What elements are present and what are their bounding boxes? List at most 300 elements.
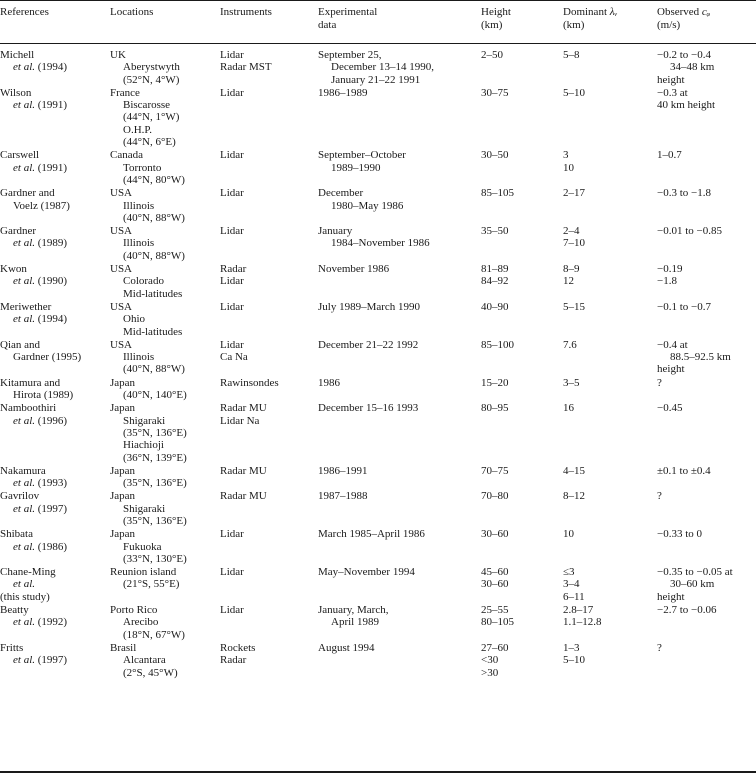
cell-dominant-lambda-line: 3 bbox=[563, 149, 569, 162]
cell-reference-line: Gardner and bbox=[0, 187, 55, 200]
cell-instruments-line: Ca Na bbox=[220, 351, 248, 364]
cell-height-line: 25–55 bbox=[481, 604, 509, 617]
cell-dominant-lambda-line: ≤3 bbox=[563, 566, 575, 579]
cell-observed-cz bbox=[657, 149, 756, 187]
cell-location-line: Shigaraki bbox=[123, 414, 166, 427]
cell-reference bbox=[0, 225, 110, 263]
cell-height bbox=[481, 301, 563, 339]
cell-reference bbox=[0, 87, 110, 149]
cell-observed-cz-line: ? bbox=[657, 376, 662, 389]
cell-experimental-data-line: April 1989 bbox=[331, 616, 379, 629]
cell-observed-cz bbox=[657, 604, 756, 642]
cell-reference bbox=[0, 528, 110, 566]
cell-experimental-data-line: 1986 bbox=[318, 376, 340, 389]
cell-reference-line: Hirota (1989) bbox=[13, 389, 74, 402]
cell-instruments-line: Radar bbox=[220, 654, 247, 667]
et-al-italic: et al. bbox=[13, 477, 35, 490]
cell-height-line: <30 bbox=[481, 654, 499, 667]
cell-reference bbox=[0, 301, 110, 339]
cell-location-line: Ohio bbox=[123, 313, 145, 326]
cell-instruments-line: Lidar bbox=[220, 187, 244, 200]
table-row bbox=[0, 377, 756, 403]
cell-observed-cz-line: −2.7 to −0.06 bbox=[657, 604, 717, 617]
cell-height bbox=[481, 528, 563, 566]
cell-observed-cz bbox=[657, 187, 756, 225]
cell-location-line: (40°N, 140°E) bbox=[123, 389, 187, 402]
cell-experimental-data-line: January, March, bbox=[318, 604, 389, 617]
cell-experimental-data-line: August 1994 bbox=[318, 641, 375, 654]
cell-reference-line: Meriwether bbox=[0, 300, 52, 313]
cell-location-line: Alcantara bbox=[123, 654, 166, 667]
cell-experimental-data bbox=[318, 402, 481, 464]
cell-instruments-line: Lidar bbox=[220, 528, 244, 541]
header-observed-cz: Observed cᵩ (m/s) bbox=[657, 6, 711, 31]
cell-observed-cz bbox=[657, 377, 756, 403]
cell-height bbox=[481, 339, 563, 377]
cell-height bbox=[481, 87, 563, 149]
cell-dominant-lambda bbox=[563, 87, 657, 149]
bottom-rule bbox=[0, 771, 756, 773]
cell-dominant-lambda bbox=[563, 490, 657, 528]
cell-location bbox=[110, 149, 220, 187]
cell-experimental-data bbox=[318, 490, 481, 528]
cell-reference-line: Gavrilov bbox=[0, 490, 40, 503]
table-row bbox=[0, 149, 756, 187]
cell-reference-line: Michell bbox=[0, 49, 35, 61]
cell-location bbox=[110, 187, 220, 225]
cell-height-line: 35–50 bbox=[481, 225, 509, 238]
cell-reference-line: et al. (1993) bbox=[13, 477, 68, 490]
cell-observed-cz-line: −0.4 at bbox=[657, 338, 688, 351]
cell-location-line: (40°N, 88°W) bbox=[123, 211, 185, 224]
cell-location-line: Torronto bbox=[123, 161, 162, 174]
cell-location bbox=[110, 402, 220, 464]
header-references: References bbox=[0, 6, 49, 18]
cell-instruments-line: Lidar bbox=[220, 275, 244, 288]
cell-instruments-line: Lidar bbox=[220, 225, 244, 238]
cell-experimental-data-line: December 13–14 1990, bbox=[331, 61, 434, 74]
cell-observed-cz bbox=[657, 642, 756, 680]
cell-reference-line: et al. (1996) bbox=[13, 414, 68, 427]
cell-experimental-data bbox=[318, 377, 481, 403]
cell-height bbox=[481, 263, 563, 301]
cell-instruments bbox=[220, 642, 318, 680]
cell-height-line: 15–20 bbox=[481, 376, 509, 389]
cell-reference-line: et al. (1990) bbox=[13, 275, 68, 288]
cell-reference-line: et al. (1994) bbox=[13, 61, 68, 74]
cell-experimental-data-line: 1984–November 1986 bbox=[331, 237, 430, 250]
table-row bbox=[0, 528, 756, 566]
cell-location-line: Brasil bbox=[110, 641, 137, 654]
cell-dominant-lambda-line: 10 bbox=[563, 528, 574, 541]
cell-reference bbox=[0, 566, 110, 604]
cell-location-line: Japan bbox=[110, 464, 136, 477]
cell-dominant-lambda bbox=[563, 149, 657, 187]
et-al-italic: et al. bbox=[13, 654, 35, 667]
table-row bbox=[0, 465, 756, 491]
cell-dominant-lambda-line: 1.1–12.8 bbox=[563, 616, 602, 629]
cell-experimental-data bbox=[318, 225, 481, 263]
cell-location-line: Illinois bbox=[123, 237, 155, 250]
cell-location bbox=[110, 263, 220, 301]
header-locations: Locations bbox=[110, 6, 154, 18]
et-al-italic: et al. bbox=[13, 540, 35, 553]
cell-dominant-lambda-line: 16 bbox=[563, 402, 574, 415]
header-dominant-lambda: Dominant λᵥ (km) bbox=[563, 6, 618, 31]
cell-height bbox=[481, 187, 563, 225]
cell-dominant-lambda-line: 4–15 bbox=[563, 464, 585, 477]
et-al-italic: et al. bbox=[13, 578, 35, 591]
cell-location-line: (35°N, 136°E) bbox=[123, 426, 187, 439]
cell-height bbox=[481, 642, 563, 680]
cell-location bbox=[110, 377, 220, 403]
cell-observed-cz bbox=[657, 87, 756, 149]
cell-location-line: USA bbox=[110, 225, 133, 238]
cell-location bbox=[110, 490, 220, 528]
cell-observed-cz bbox=[657, 465, 756, 491]
cell-location bbox=[110, 566, 220, 604]
cell-observed-cz-line: ±0.1 to ±0.4 bbox=[657, 464, 711, 477]
cell-height-line: 70–80 bbox=[481, 490, 509, 503]
cell-reference-line: Chane-Ming bbox=[0, 566, 56, 579]
cell-reference-line: et al. (1986) bbox=[13, 540, 68, 553]
cell-instruments bbox=[220, 225, 318, 263]
cell-height bbox=[481, 465, 563, 491]
cell-reference-line: Shibata bbox=[0, 528, 33, 541]
cell-observed-cz bbox=[657, 528, 756, 566]
et-al-italic: et al. bbox=[13, 237, 35, 250]
cell-height bbox=[481, 149, 563, 187]
cell-reference bbox=[0, 263, 110, 301]
cell-instruments bbox=[220, 377, 318, 403]
cell-experimental-data bbox=[318, 465, 481, 491]
cell-location-line: UK bbox=[110, 49, 126, 61]
cell-experimental-data-line: July 1989–March 1990 bbox=[318, 300, 421, 313]
cell-location-line: O.H.P. bbox=[123, 123, 153, 136]
cell-instruments-line: Lidar Na bbox=[220, 414, 260, 427]
cell-reference-line: Carswell bbox=[0, 149, 40, 162]
cell-observed-cz-line: height bbox=[657, 363, 685, 376]
table-row bbox=[0, 187, 756, 225]
cell-location bbox=[110, 465, 220, 491]
cell-height-line: 30–50 bbox=[481, 149, 509, 162]
cell-instruments-line: Radar MU bbox=[220, 490, 267, 503]
cell-instruments-line: Radar MU bbox=[220, 464, 267, 477]
cell-instruments-line: Rawinsondes bbox=[220, 376, 279, 389]
cell-location-line: Reunion island bbox=[110, 566, 177, 579]
cell-reference-line: Beatty bbox=[0, 604, 29, 617]
cell-dominant-lambda-line: 7–10 bbox=[563, 237, 585, 250]
cell-reference bbox=[0, 339, 110, 377]
cell-height-line: 80–95 bbox=[481, 402, 509, 415]
cell-dominant-lambda-line: 10 bbox=[563, 161, 574, 174]
cell-height-line: 85–100 bbox=[481, 338, 514, 351]
cell-dominant-lambda-line: 8–12 bbox=[563, 490, 585, 503]
et-al-italic: et al. bbox=[13, 61, 35, 74]
cell-height bbox=[481, 402, 563, 464]
cell-location-line: France bbox=[110, 86, 140, 99]
cell-experimental-data-line: 1989–1990 bbox=[331, 161, 381, 174]
cell-location-line: Porto Rico bbox=[110, 604, 158, 617]
cell-location-line: Japan bbox=[110, 376, 136, 389]
cell-reference-line: et al. (1992) bbox=[13, 616, 68, 629]
cell-dominant-lambda bbox=[563, 46, 657, 87]
cell-location bbox=[110, 642, 220, 680]
cell-observed-cz bbox=[657, 46, 756, 87]
cell-experimental-data bbox=[318, 187, 481, 225]
et-al-italic: et al. bbox=[13, 414, 35, 427]
cell-location-line: (40°N, 88°W) bbox=[123, 249, 185, 262]
cell-observed-cz bbox=[657, 339, 756, 377]
table-row bbox=[0, 263, 756, 301]
cell-height bbox=[481, 46, 563, 87]
cell-height-line: 30–60 bbox=[481, 578, 509, 591]
cell-experimental-data-line: December 21–22 1992 bbox=[318, 338, 419, 351]
cell-location bbox=[110, 301, 220, 339]
cell-experimental-data bbox=[318, 87, 481, 149]
cell-instruments bbox=[220, 339, 318, 377]
table-row bbox=[0, 490, 756, 528]
cell-dominant-lambda-line: 3–4 bbox=[563, 578, 580, 591]
et-al-italic: et al. bbox=[13, 502, 35, 515]
cell-reference-line: Gardner (1995) bbox=[13, 351, 82, 364]
cell-instruments-line: Radar bbox=[220, 263, 247, 276]
cell-location-line: (33°N, 130°E) bbox=[123, 552, 187, 565]
cell-observed-cz bbox=[657, 402, 756, 464]
cell-location-line: Aberystwyth bbox=[123, 61, 180, 74]
cell-dominant-lambda-line: 2–17 bbox=[563, 187, 585, 200]
et-al-italic: et al. bbox=[13, 99, 35, 112]
cell-height bbox=[481, 566, 563, 604]
cell-location-line: (44°N, 6°E) bbox=[123, 136, 176, 149]
cell-location-line: Mid-latitudes bbox=[123, 325, 183, 338]
cell-location-line: (52°N, 4°W) bbox=[123, 73, 180, 86]
cell-reference bbox=[0, 465, 110, 491]
table-row bbox=[0, 604, 756, 642]
cell-dominant-lambda-line: 2–4 bbox=[563, 225, 580, 238]
cell-dominant-lambda-line: 5–10 bbox=[563, 654, 585, 667]
cell-observed-cz-line: −0.3 to −1.8 bbox=[657, 187, 711, 200]
cell-dominant-lambda bbox=[563, 604, 657, 642]
cell-observed-cz-line: 30–60 km bbox=[670, 578, 715, 591]
cell-location-line: USA bbox=[110, 300, 133, 313]
cell-observed-cz-line: −0.01 to −0.85 bbox=[657, 225, 722, 238]
cell-reference-line: (this study) bbox=[0, 590, 50, 603]
cell-reference bbox=[0, 604, 110, 642]
cell-experimental-data-line: December 15–16 1993 bbox=[318, 402, 419, 415]
cell-reference-line: Namboothiri bbox=[0, 402, 57, 415]
cell-dominant-lambda bbox=[563, 566, 657, 604]
cell-location-line: (36°N, 139°E) bbox=[123, 451, 187, 464]
cell-experimental-data bbox=[318, 263, 481, 301]
cell-location-line: (44°N, 80°W) bbox=[123, 173, 185, 186]
cell-instruments-line: Lidar bbox=[220, 49, 244, 61]
cell-reference-line bbox=[0, 578, 110, 590]
cell-dominant-lambda bbox=[563, 528, 657, 566]
cell-dominant-lambda-line: 5–10 bbox=[563, 86, 585, 99]
cell-observed-cz-line: height bbox=[657, 73, 685, 86]
cell-location-line: Fukuoka bbox=[123, 540, 162, 553]
cell-instruments-line: Lidar bbox=[220, 604, 244, 617]
cell-instruments-line: Lidar bbox=[220, 86, 244, 99]
header-row bbox=[0, 6, 756, 46]
cell-location-line: USA bbox=[110, 187, 133, 200]
cell-dominant-lambda-line: 7.6 bbox=[563, 338, 577, 351]
cell-height-line: 70–75 bbox=[481, 464, 509, 477]
cell-location bbox=[110, 225, 220, 263]
cell-location-line: Shigaraki bbox=[123, 502, 166, 515]
cell-height-line: 84–92 bbox=[481, 275, 509, 288]
cell-dominant-lambda-line: 5–8 bbox=[563, 49, 580, 61]
cell-instruments-line: Lidar bbox=[220, 300, 244, 313]
cell-dominant-lambda bbox=[563, 402, 657, 464]
cell-location-line: (2°S, 45°W) bbox=[123, 666, 178, 679]
cell-dominant-lambda-line: 5–15 bbox=[563, 300, 585, 313]
cell-location-line: Japan bbox=[110, 490, 136, 503]
et-al-italic: et al. bbox=[13, 161, 35, 174]
cell-observed-cz-line: −0.45 bbox=[657, 402, 683, 415]
table-row bbox=[0, 339, 756, 377]
cell-experimental-data-line: 1980–May 1986 bbox=[331, 199, 404, 212]
cell-location-line: Japan bbox=[110, 528, 136, 541]
cell-location bbox=[110, 528, 220, 566]
cell-observed-cz-line: −0.1 to −0.7 bbox=[657, 300, 711, 313]
cell-observed-cz-line: 34–48 km bbox=[670, 61, 715, 74]
cell-location-line: (35°N, 136°E) bbox=[123, 477, 187, 490]
cell-experimental-data-line: 1986–1989 bbox=[318, 86, 368, 99]
cell-dominant-lambda bbox=[563, 339, 657, 377]
cell-experimental-data bbox=[318, 339, 481, 377]
cell-instruments bbox=[220, 263, 318, 301]
cell-dominant-lambda bbox=[563, 263, 657, 301]
cell-experimental-data bbox=[318, 46, 481, 87]
table-row bbox=[0, 301, 756, 339]
cell-location-line: Colorado bbox=[123, 275, 164, 288]
cell-observed-cz bbox=[657, 301, 756, 339]
table-row bbox=[0, 566, 756, 604]
et-al-italic: et al. bbox=[13, 616, 35, 629]
cell-reference bbox=[0, 642, 110, 680]
cell-dominant-lambda-line: 6–11 bbox=[563, 590, 585, 603]
cell-observed-cz-line: height bbox=[657, 590, 685, 603]
cell-observed-cz-line: −0.2 to −0.4 bbox=[657, 49, 711, 61]
cell-instruments-line: Rockets bbox=[220, 641, 256, 654]
references-table bbox=[0, 6, 756, 680]
cell-reference bbox=[0, 490, 110, 528]
cell-dominant-lambda bbox=[563, 642, 657, 680]
cell-observed-cz-line: 1–0.7 bbox=[657, 149, 682, 162]
cell-experimental-data bbox=[318, 604, 481, 642]
cell-observed-cz-line: ? bbox=[657, 490, 662, 503]
cell-observed-cz-line: −0.19 bbox=[657, 263, 683, 276]
cell-height-line: 30–60 bbox=[481, 528, 509, 541]
cell-observed-cz bbox=[657, 225, 756, 263]
cell-location-line: Biscarosse bbox=[123, 99, 171, 112]
cell-reference-line: Nakamura bbox=[0, 464, 46, 477]
header-height: Height (km) bbox=[481, 6, 511, 31]
cell-location-line: Illinois bbox=[123, 351, 155, 364]
cell-reference bbox=[0, 187, 110, 225]
cell-experimental-data-line: May–November 1994 bbox=[318, 566, 415, 579]
cell-instruments bbox=[220, 87, 318, 149]
cell-location-line: Japan bbox=[110, 402, 136, 415]
cell-observed-cz bbox=[657, 566, 756, 604]
cell-observed-cz bbox=[657, 263, 756, 301]
cell-location-line: (35°N, 136°E) bbox=[123, 514, 187, 527]
cell-experimental-data bbox=[318, 642, 481, 680]
cell-reference-line: Fritts bbox=[0, 641, 24, 654]
cell-observed-cz-line: −0.3 at bbox=[657, 86, 688, 99]
cell-height bbox=[481, 490, 563, 528]
cell-height-line: 85–105 bbox=[481, 187, 514, 200]
cell-dominant-lambda bbox=[563, 301, 657, 339]
cell-height-line: 2–50 bbox=[481, 49, 503, 61]
table-row bbox=[0, 402, 756, 464]
table-row bbox=[0, 225, 756, 263]
cell-height-line: >30 bbox=[481, 666, 499, 679]
cell-height-line: 30–75 bbox=[481, 86, 509, 99]
header-experimental-data: Experimental data bbox=[318, 6, 378, 31]
cell-observed-cz-line: 88.5–92.5 km bbox=[670, 351, 731, 364]
cell-height-line: 45–60 bbox=[481, 566, 509, 579]
cell-location bbox=[110, 46, 220, 87]
cell-experimental-data bbox=[318, 149, 481, 187]
cell-dominant-lambda-line: 8–9 bbox=[563, 263, 580, 276]
cell-instruments-line: Lidar bbox=[220, 566, 244, 579]
et-al-italic: et al. bbox=[13, 275, 35, 288]
cell-experimental-data bbox=[318, 301, 481, 339]
cell-reference-line: et al. (1991) bbox=[13, 99, 68, 112]
cell-height bbox=[481, 377, 563, 403]
table-body bbox=[0, 46, 756, 680]
cell-dominant-lambda-line: 2.8–17 bbox=[563, 604, 594, 617]
cell-reference-line: et al. (1997) bbox=[13, 654, 68, 667]
header-instruments: Instruments bbox=[220, 6, 272, 18]
cell-height bbox=[481, 604, 563, 642]
cell-observed-cz-line: −1.8 bbox=[657, 275, 677, 288]
cell-reference-line: Wilson bbox=[0, 86, 32, 99]
cell-instruments bbox=[220, 528, 318, 566]
cell-instruments bbox=[220, 465, 318, 491]
cell-instruments bbox=[220, 301, 318, 339]
cell-location-line: Canada bbox=[110, 149, 143, 162]
cell-reference-line: Qian and bbox=[0, 338, 41, 351]
cell-observed-cz-line: 40 km height bbox=[657, 99, 716, 112]
cell-instruments-line: Radar MU bbox=[220, 402, 267, 415]
cell-instruments bbox=[220, 566, 318, 604]
table-row bbox=[0, 46, 756, 87]
cell-instruments bbox=[220, 490, 318, 528]
table-row bbox=[0, 87, 756, 149]
cell-instruments-line: Lidar bbox=[220, 149, 244, 162]
cell-location-line: (40°N, 88°W) bbox=[123, 363, 185, 376]
cell-dominant-lambda-line: 12 bbox=[563, 275, 574, 288]
cell-instruments bbox=[220, 149, 318, 187]
cell-experimental-data-line: January bbox=[318, 225, 353, 238]
cell-experimental-data-line: September 25, bbox=[318, 49, 382, 61]
cell-location-line: Hiachioji bbox=[123, 439, 164, 452]
cell-instruments bbox=[220, 402, 318, 464]
cell-location bbox=[110, 87, 220, 149]
cell-reference-line: Voelz (1987) bbox=[13, 199, 70, 212]
cell-experimental-data-line: November 1986 bbox=[318, 263, 390, 276]
cell-location-line: Arecibo bbox=[123, 616, 159, 629]
cell-reference bbox=[0, 149, 110, 187]
cell-dominant-lambda bbox=[563, 187, 657, 225]
cell-reference bbox=[0, 46, 110, 87]
cell-observed-cz bbox=[657, 490, 756, 528]
cell-instruments bbox=[220, 604, 318, 642]
